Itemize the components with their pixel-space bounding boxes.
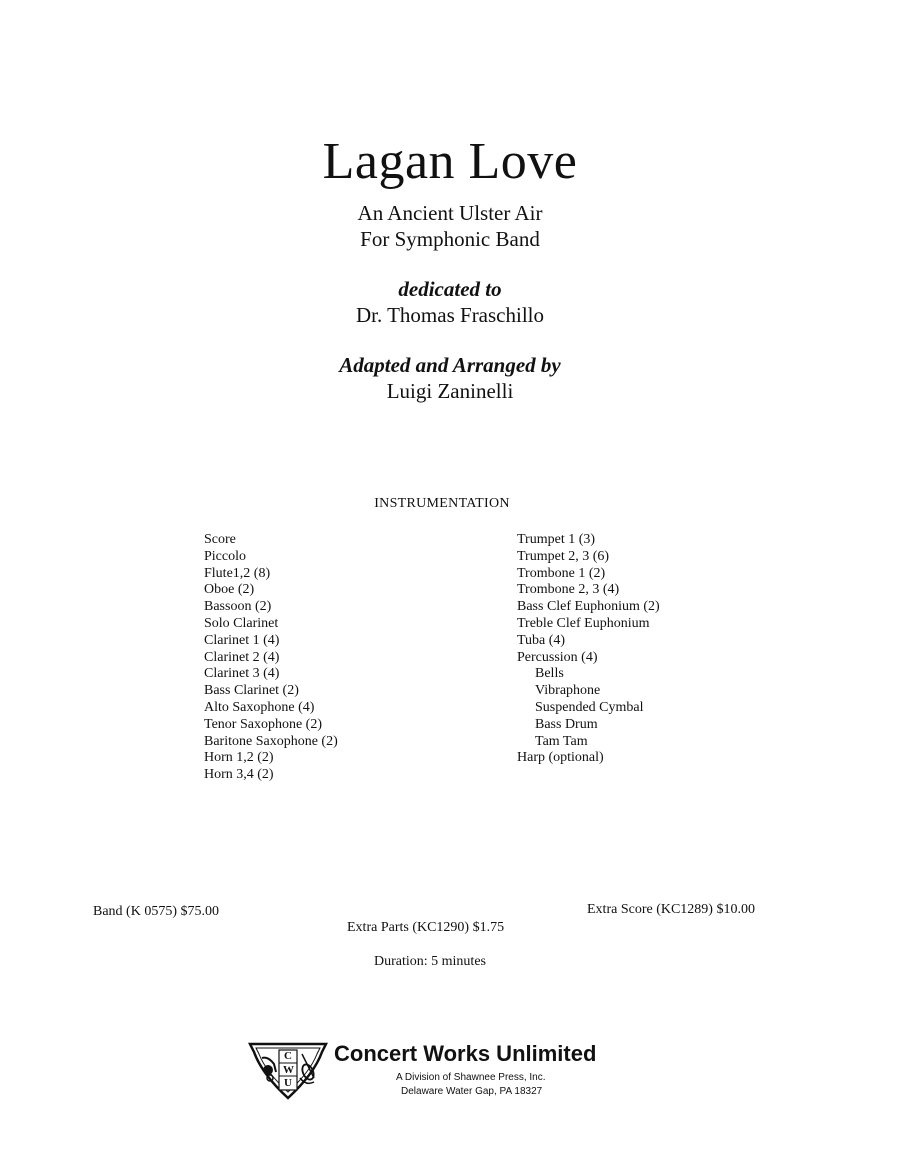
instrument-item: Tuba (4) xyxy=(517,632,566,648)
instrument-item: Baritone Saxophone (2) xyxy=(204,733,338,749)
instrument-item: Trumpet 1 (3) xyxy=(517,532,596,547)
instrument-item: Clarinet 1 (4) xyxy=(204,632,280,648)
instrumentation-heading: INSTRUMENTATION xyxy=(374,496,510,511)
publisher-address: Delaware Water Gap, PA 18327 xyxy=(401,1086,543,1097)
page-title: Lagan Love xyxy=(322,133,578,190)
percussion-item: Tam Tam xyxy=(535,733,588,749)
instrument-item: Percussion (4) xyxy=(517,649,598,665)
logo-letter-w: W xyxy=(283,1064,294,1076)
dedicatee: Dr. Thomas Fraschillo xyxy=(355,303,544,327)
subtitle-line-2: For Symphonic Band xyxy=(360,227,540,251)
instrument-item: Oboe (2) xyxy=(204,582,255,598)
publisher-name: Concert Works Unlimited xyxy=(334,1041,597,1066)
instrument-item: Clarinet 2 (4) xyxy=(204,649,280,665)
band-price: Band (K 0575) $75.00 xyxy=(93,904,219,919)
instrument-item: Trombone 2, 3 (4) xyxy=(517,582,620,598)
instrument-item: Clarinet 3 (4) xyxy=(204,666,280,682)
duration: Duration: 5 minutes xyxy=(374,954,486,969)
instrument-item: Flute1,2 (8) xyxy=(204,565,271,581)
instrument-item: Tenor Saxophone (2) xyxy=(204,716,322,732)
percussion-item: Suspended Cymbal xyxy=(535,699,644,715)
percussion-item: Bass Drum xyxy=(535,716,598,732)
instrument-item: Trombone 1 (2) xyxy=(517,565,606,581)
logo-letter-u: U xyxy=(284,1077,292,1089)
instrument-item: Alto Saxophone (4) xyxy=(204,699,315,715)
arranger-name: Luigi Zaninelli xyxy=(386,379,514,403)
subtitle-line-1: An Ancient Ulster Air xyxy=(357,201,543,225)
publisher-block xyxy=(248,1038,668,1108)
percussion-item: Vibraphone xyxy=(535,683,601,699)
instrument-item: Horn 1,2 (2) xyxy=(204,750,274,766)
extra-parts-price: Extra Parts (KC1290) $1.75 xyxy=(347,920,505,935)
instrument-item: Solo Clarinet xyxy=(204,615,279,631)
instrumentation-left-column xyxy=(204,532,338,784)
instrument-item: Trumpet 2, 3 (6) xyxy=(517,548,610,564)
instrument-item: Harp (optional) xyxy=(517,750,604,766)
instrument-item: Piccolo xyxy=(204,548,246,564)
instrument-item: Bass Clef Euphonium (2) xyxy=(517,599,660,615)
instrument-item: Bassoon (2) xyxy=(204,599,272,615)
instrument-item: Horn 3,4 (2) xyxy=(204,767,274,783)
publisher-division: A Division of Shawnee Press, Inc. xyxy=(396,1072,546,1083)
percussion-item: Bells xyxy=(535,666,564,682)
instrument-item: Bass Clarinet (2) xyxy=(204,683,299,699)
instrumentation-right-column xyxy=(517,532,660,767)
instrument-item: Treble Clef Euphonium xyxy=(517,615,650,631)
extra-score-price: Extra Score (KC1289) $10.00 xyxy=(587,902,755,917)
dedication-label: dedicated to xyxy=(398,277,502,301)
logo-letter-c: C xyxy=(284,1050,292,1062)
arranger-label: Adapted and Arranged by xyxy=(339,353,561,377)
instrument-item: Score xyxy=(204,532,236,547)
